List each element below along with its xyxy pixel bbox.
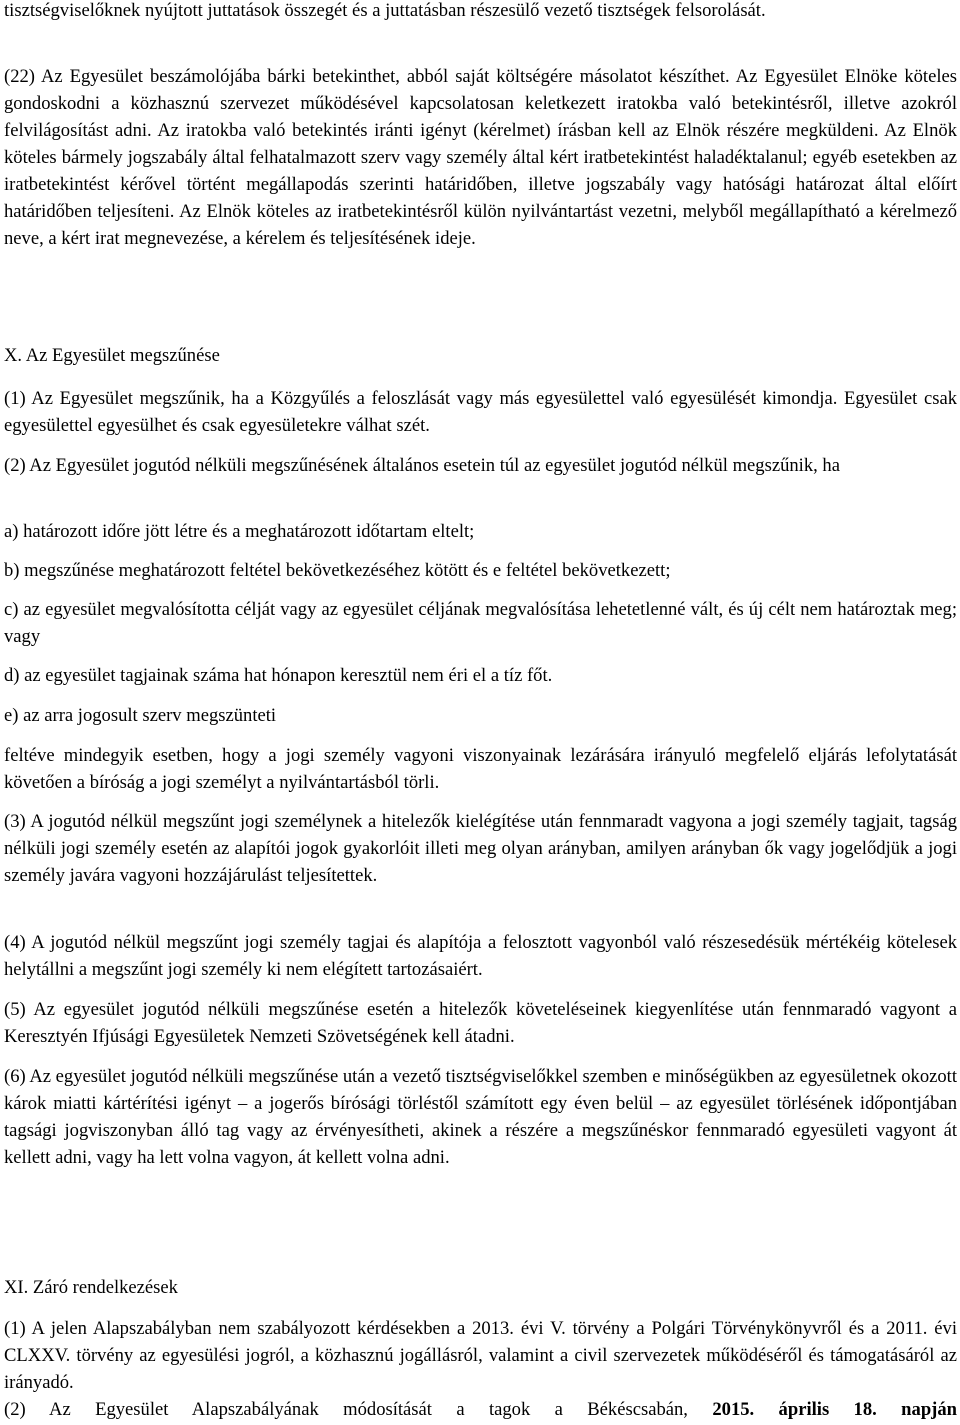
section-heading-xi: XI. Záró rendelkezések [4,1277,178,1298]
paragraph-x-6: (6) Az egyesület jogutód nélküli megszűnése után a vezető tisztségviselőkkel szemben e minőségükben az egyesületnek okozott károk miatti kártérítési igényt – a jogerős bírósági törléstől számított egy éven belül – az egyesület törlésének időpontjában tagsági jogviszonyban álló tag vagy az érvényesítheti, akinek a részére a megszűnéskor fennmaradó egyesületi vagyont át kellett adni, vagy ha lett volna vagyon, át kellett volna adni. [4,1066,957,1168]
paragraph-x-5: (5) Az egyesület jogutód nélküli megszűnése esetén a hitelezők követeléseinek kiegyenlítése után fennmaradó vagyont a Keresztyén Ifjúsági Egyesületek Nemzeti Szövetségének kell átadni. [4,999,957,1047]
paragraph-x-2: (2) Az Egyesület jogutód nélküli megszűnésének általános esetein túl az egyesület jogutód nélkül megszűnik, ha [4,455,840,476]
paragraph-xi-2-date: 2015. április 18. napján [712,1399,957,1420]
paragraph-x-1: (1) Az Egyesület megszűnik, ha a Közgyűlés a feloszlását vagy más egyesülettel való egyesülését kimondja. Egyesület csak egyesülettel egyesülhet és csak egyesületekre válhat szét. [4,388,957,436]
paragraph-x-3: (3) A jogutód nélkül megszűnt jogi személynek a hitelezők kielégítése után fennmaradt vagyona a jogi személy tagjait, tagság nélküli jogi személy esetén az alapítói jogok gyakorlóit illeti meg olyan arányban, amilyen arányban ők vagy jogelődjük a jogi személy javára vagyoni hozzájárulást teljesítettek. [4,811,957,886]
paragraph-x-4: (4) A jogutód nélkül megszűnt jogi személy tagjai és alapítója a felosztott vagyonból való részesedésük mértékéig kötelesek helytállni a megszűnt jogi személy ki nem elégített tartozásaiért. [4,932,957,980]
paragraph-xi-2 [4,1396,957,1423]
paragraph-22: (22) Az Egyesület beszámolójába bárki betekinthet, abból saját költségére másolatot készíthet. Az Egyesület Elnöke köteles gondoskodni a közhasznú szervezet működésével kapcsolatosan keletkezett iratokba való betekintésről, illetve azokról felvilágosítást adni. Az iratokba való betekintés iránti igényt (kérelmet) írásban kell az Elnök részére megküldeni. Az Elnök köteles bármely jogszabály által felhatalmazott szerv vagy személy által kért iratbetekintést haladéktalanul; egyéb esetekben az iratbetekintést kérővel történt megállapodás szerinti határidőben, illetve jogszabály vagy hatósági határozat által előírt határidőben teljesíteni. Az Elnök köteles az iratbetekintésről külön nyilvántartást vezetni, melyből megállapítható a kérelmező neve, a kért irat megnevezése, a kérelem és teljesítésének ideje. [4,66,957,249]
list-item-c: c) az egyesület megvalósította célját vagy az egyesület céljának megvalósítása lehetetlenné vált, és új célt nem határoztak meg; vagy [4,599,957,647]
paragraph-felteve: feltéve mindegyik esetben, hogy a jogi személy vagyoni viszonyainak lezárására irányuló megfelelő eljárás lefolytatását követően a bíróság a jogi személyt a nyilvántartásból törli. [4,745,957,793]
list-item-e: e) az arra jogosult szerv megszünteti [4,705,277,726]
paragraph-xi-2-text: (2) Az Egyesület Alapszabályának módosítását a tagok a Békéscsabán, [4,1399,713,1420]
paragraph-continuation: tisztségviselőknek nyújtott juttatások összegét és a juttatásban részesülő vezető tisztségek felsorolását. [4,0,766,21]
list-item-a: a) határozott időre jött létre és a meghatározott időtartam eltelt; [4,521,475,542]
paragraph-xi-1: (1) A jelen Alapszabályban nem szabályozott kérdésekben a 2013. évi V. törvény a Polgári Törvénykönyvről és a 2011. évi CLXXV. törvény az egyesülési jogról, a közhasznú jogállásról, valamint a civil szervezetek működéséről és támogatásáról az irányadó. [4,1318,957,1393]
section-heading-x: X. Az Egyesület megszűnése [4,345,220,366]
list-item-d: d) az egyesület tagjainak száma hat hónapon keresztül nem éri el a tíz főt. [4,665,553,686]
list-item-b: b) megszűnése meghatározott feltétel bekövetkezéséhez kötött és e feltétel bekövetkezett; [4,560,671,581]
